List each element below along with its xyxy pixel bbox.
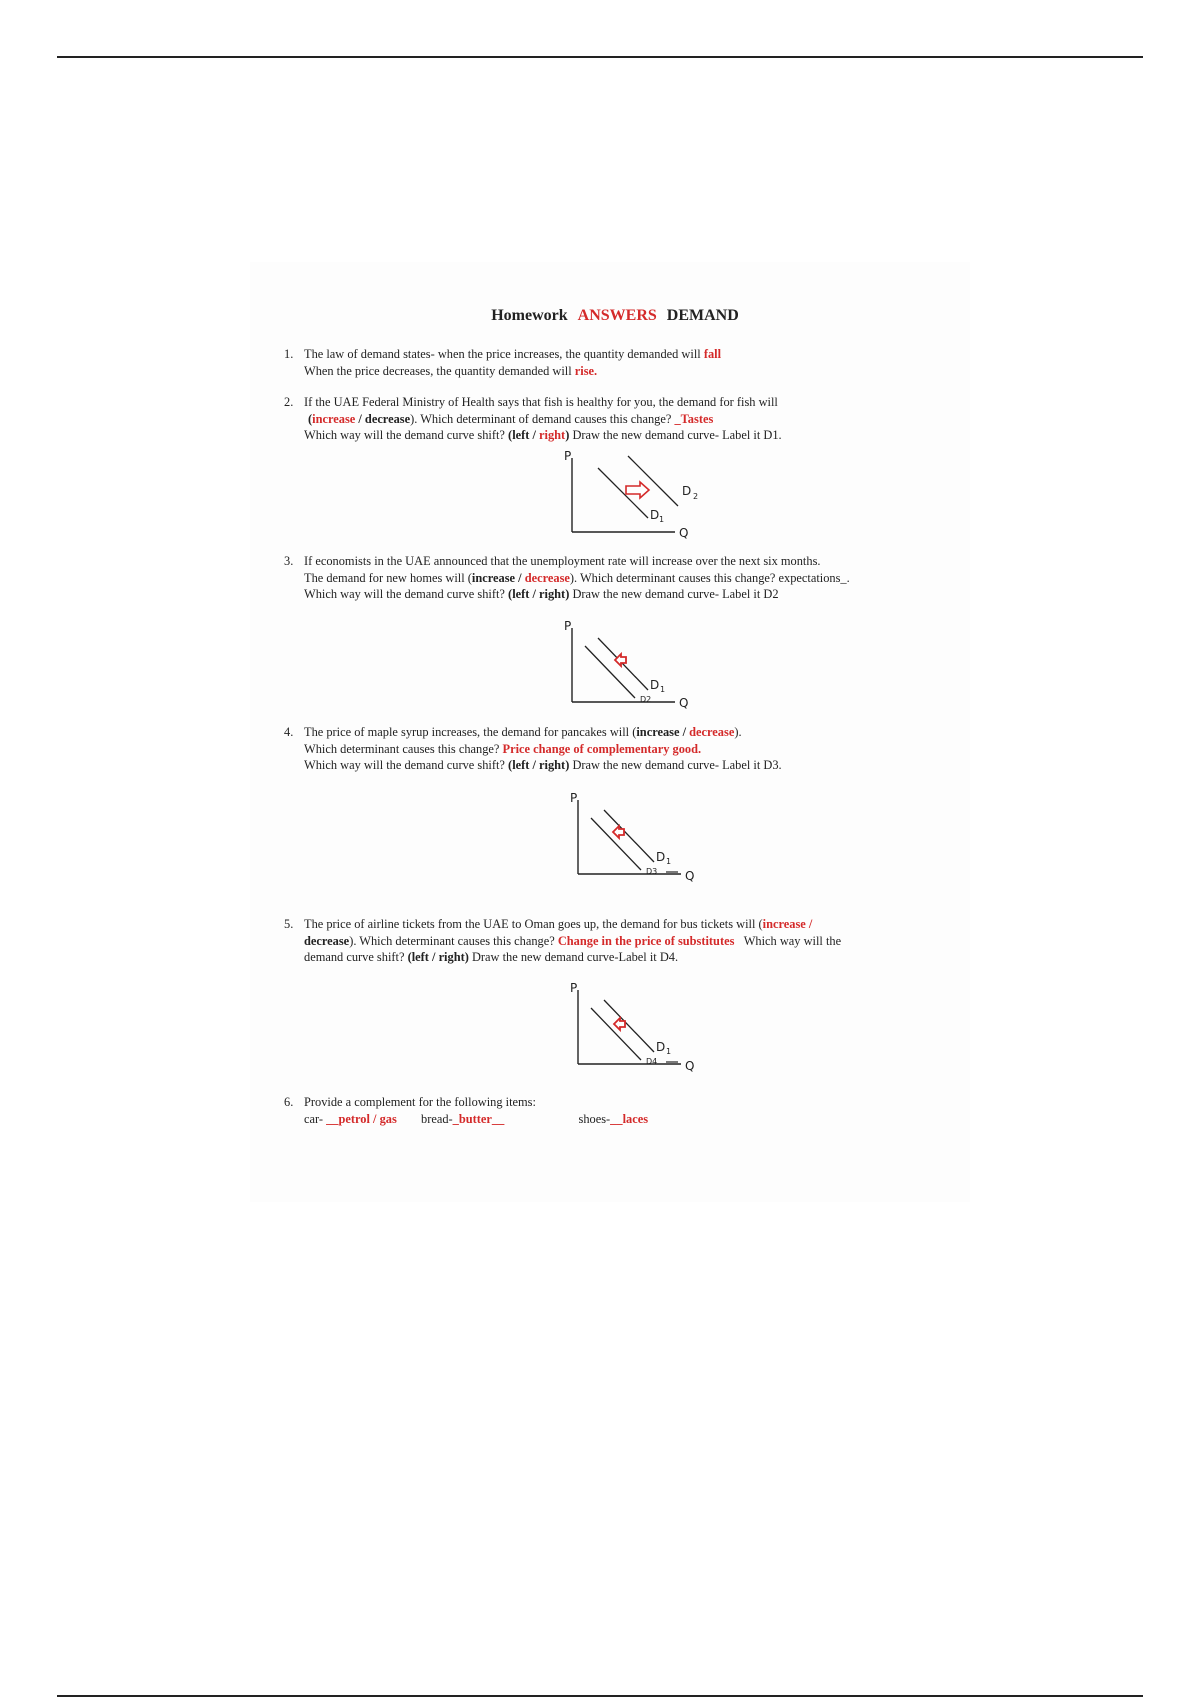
question-number: 4.: [284, 725, 294, 739]
axis-label-q: Q: [679, 696, 689, 710]
q3-option-increase: increase: [471, 570, 516, 585]
q6-car-label: car-: [304, 1111, 327, 1126]
shift-arrow-icon: [613, 826, 624, 838]
q2-line1: If the UAE Federal Ministry of Health says that fish is healthy for you, the demand for fish will: [304, 395, 778, 409]
label-d1: D: [650, 678, 660, 692]
question-4: 4. The price of maple syrup increases, the demand for pancakes will (increase / decrease). Which determinant causes this change? Price change of complementary good. Which way will the demand curve shift? (left / right) Draw the new demand curve- Label it D3.: [284, 725, 782, 773]
demand-curve-d2: [628, 456, 678, 506]
q3-option-decrease: decrease: [524, 570, 570, 585]
question-2: 2. If the UAE Federal Ministry of Health says that fish is healthy for you, the demand for fish will (increase / decrease). Which determinant of demand causes this change? _Tastes Which way will the demand curve shift? (left / right) Draw the new demand curve- Label it D1.: [304, 394, 984, 444]
demand-curve-d1: [604, 810, 654, 862]
q1-answer-rise: rise: [574, 363, 595, 378]
demand-curve-d1: [604, 1000, 654, 1052]
q4-option-decrease: decrease: [689, 725, 735, 739]
q1-line1: The law of demand states- when the price increases, the quantity demanded will: [304, 347, 701, 361]
title-post: DEMAND: [666, 307, 739, 324]
label-d1: D: [650, 508, 660, 522]
q4-option-left: left: [512, 758, 530, 773]
shift-arrow-icon: [626, 482, 649, 498]
q3-option-right: right: [539, 587, 566, 602]
axis-label-p: P: [564, 449, 572, 463]
q3-line1: If economists in the UAE announced that the unemployment rate will increase over the next six months.: [304, 554, 821, 568]
q5-option-left: left: [411, 950, 429, 965]
q2-answer: _Tastes: [674, 411, 714, 426]
demand-curve-d1: [598, 638, 648, 690]
question-1: 1. The law of demand states- when the price increases, the quantity demanded will fall When the price decreases, the quantity demanded will rise.: [284, 347, 722, 378]
label-d1: D: [656, 850, 666, 864]
title-pre: Homework: [491, 307, 568, 324]
question-number: 1.: [284, 347, 294, 361]
q6-line1: Provide a complement for the following items:: [304, 1095, 536, 1109]
top-rule: [57, 56, 1143, 58]
axis-label-p: P: [570, 791, 578, 805]
svg-text:1: 1: [659, 515, 665, 524]
axis-label-q: Q: [685, 1059, 695, 1073]
shift-arrow-icon: [615, 654, 626, 666]
label-d2: D: [682, 484, 692, 498]
q4-answer: Price change of complementary good: [502, 741, 698, 756]
svg-text:1: 1: [666, 857, 672, 866]
q4-option-right: right: [539, 758, 566, 773]
demand-curve-d3: [591, 818, 641, 870]
question-number: 2.: [284, 395, 294, 409]
axis-label-q: Q: [685, 869, 695, 883]
svg-text:1: 1: [666, 1047, 672, 1056]
q1-answer-fall: fall: [703, 347, 722, 361]
question-number: 3.: [284, 554, 294, 568]
svg-text:1: 1: [660, 685, 666, 694]
label-d3: D3: [646, 867, 658, 876]
title-highlight: ANSWERS: [577, 307, 657, 324]
page-title: [0, 307, 1200, 325]
q2-option-increase: increase: [312, 411, 356, 426]
demand-curve-d2: [585, 646, 635, 698]
demand-curve-d4: [591, 1008, 641, 1060]
axis-label-p: P: [564, 619, 572, 633]
q5-demand-graph: [566, 980, 726, 1075]
question-6: [284, 1094, 984, 1127]
q6-bread-answer: _butter__: [452, 1111, 505, 1126]
label-d2: D2: [640, 695, 652, 704]
q6-car-answer: __petrol / gas: [326, 1111, 397, 1126]
q3-demand-graph: [560, 618, 720, 713]
q5-option-increase: increase /: [762, 917, 813, 931]
q5-option-decrease: decrease: [304, 933, 350, 948]
q5-option-right: right: [438, 950, 465, 965]
q6-shoes-answer: __laces: [610, 1111, 649, 1126]
question-3: 3. If economists in the UAE announced that the unemployment rate will increase over the next six months. The demand for new homes will (increase / decrease). Which determinant causes this change? expectations_. Which way will the demand curve shift? (left / right) Draw the new demand curve- Label it D2: [304, 553, 984, 603]
q2-option-right: right: [539, 428, 566, 443]
question-number: 5.: [284, 917, 294, 931]
label-d1: D: [656, 1040, 666, 1054]
q5-answer: Change in the price of substitutes: [557, 933, 735, 948]
svg-text:2: 2: [693, 492, 699, 501]
label-d4: D4: [646, 1057, 658, 1066]
q6-shoes-label: shoes-: [578, 1111, 611, 1126]
question-number: 6.: [284, 1095, 294, 1109]
q2-demand-graph: [560, 448, 720, 543]
bottom-rule: [57, 1695, 1143, 1697]
q1-line2: When the price decreases, the quantity demanded will: [304, 363, 572, 378]
q4-demand-graph: [566, 790, 726, 885]
q3-option-left: left: [512, 587, 530, 602]
axis-label-p: P: [570, 981, 578, 995]
axis-label-q: Q: [679, 526, 689, 540]
question-5: 5. The price of airline tickets from the UAE to Oman goes up, the demand for bus tickets will (increase / decrease). Which determinant causes this change? Change in the price of substitutes Which way will the demand curve shift? (left / right) Draw the new demand curve-Label it D4.: [284, 917, 842, 965]
q2-option-decrease: decrease: [364, 411, 411, 426]
q6-bread-label: bread-: [421, 1111, 453, 1126]
q2-option-left: left: [512, 428, 530, 443]
q4-option-increase: increase: [636, 725, 680, 739]
